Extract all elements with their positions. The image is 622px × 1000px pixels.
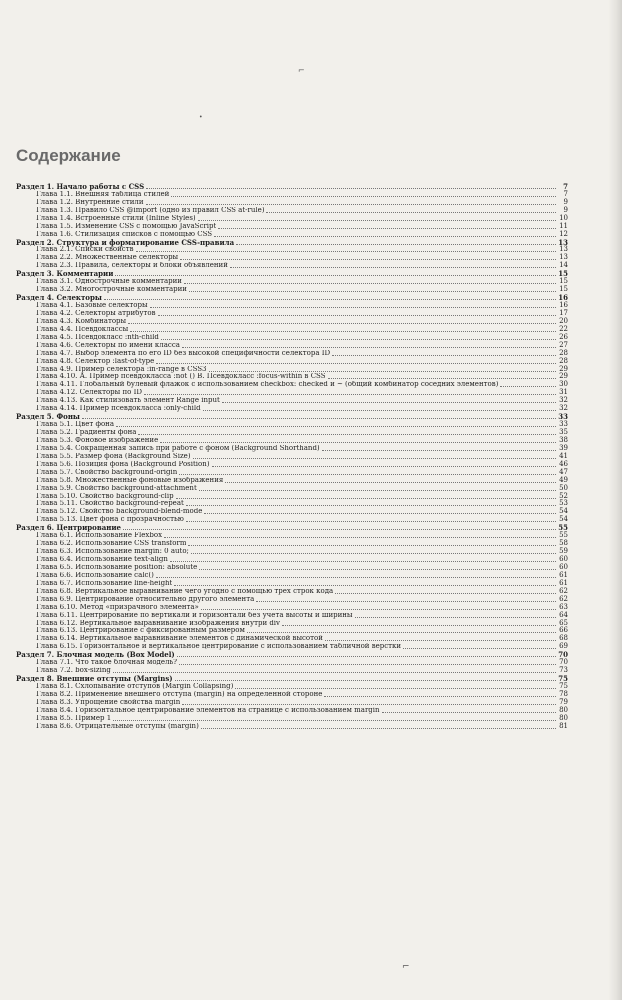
toc-chapter-row [16, 318, 568, 326]
toc-entry-label: Глава 4.6. Селекторы по имени класса [36, 341, 180, 349]
toc-entry-label: Глава 5.4. Сокращенная запись при работе с фоном (Background Shorthand) [36, 444, 320, 452]
toc-entry-label: Глава 6.9. Центрирование относительно другого элемента [36, 595, 255, 603]
toc-entry-label: Глава 6.11. Центрирование по вертикали и горизонтали без учета высоты и ширины [36, 611, 353, 619]
toc-chapter-row [16, 215, 568, 223]
dot-leader [203, 410, 556, 411]
dot-leader [180, 259, 556, 260]
toc-entry-label: Глава 2.1. Списки свойств [36, 246, 134, 254]
toc-chapter-row [16, 501, 568, 509]
dot-leader [193, 458, 557, 459]
dot-leader [177, 656, 556, 657]
toc-chapter-row [16, 374, 568, 382]
toc-chapter-row [16, 493, 568, 501]
toc-entry-label: Глава 4.12. Селекторы по ID [36, 389, 142, 397]
toc-entry-label: Глава 4.5. Псевдокласс :nth-child [36, 333, 159, 341]
dot-leader [191, 553, 556, 554]
dot-leader [175, 680, 556, 681]
dot-leader [146, 204, 556, 205]
dot-leader [214, 236, 556, 237]
toc-entry-label: Глава 5.7. Свойство background-origin [36, 468, 178, 476]
toc-chapter-row [16, 223, 568, 231]
toc-section-row [16, 183, 568, 191]
toc-page-number: 62 [559, 594, 568, 603]
toc-entry-label: Глава 8.5. Пример 1 [36, 714, 112, 722]
dot-leader [355, 617, 557, 618]
toc-page-number: 39 [559, 443, 568, 452]
dot-leader [82, 418, 556, 419]
dot-leader [235, 688, 556, 689]
toc-entry-label: Глава 1.5. Изменение CSS с помощью JavaScript [36, 222, 217, 230]
toc-page-number: 69 [559, 642, 568, 651]
toc-page-number: 29 [559, 364, 568, 373]
toc-chapter-row [16, 635, 568, 643]
toc-chapter-row [16, 366, 568, 374]
dot-leader [161, 339, 556, 340]
toc-entry-label: Глава 2.3. Правила, селекторы и блоки объявлений [36, 262, 228, 270]
dot-leader [179, 664, 556, 665]
toc-page-number: 29 [559, 372, 568, 381]
toc-page-number: 66 [559, 626, 568, 635]
dot-leader [335, 593, 556, 594]
toc-page-number: 78 [559, 689, 568, 698]
dot-leader [176, 498, 556, 499]
toc-section-row [16, 675, 568, 683]
page-title: Содержание [16, 146, 121, 165]
dot-leader [146, 188, 556, 189]
toc-page-number: 16 [559, 301, 568, 310]
toc-entry-label: Глава 4.11. Глобальный булевый флажок с использованием checkbox: checked и ~ (общий комбинатор соседних элементов) [36, 381, 499, 389]
toc-page-number: 28 [559, 356, 568, 365]
toc-entry-label: Глава 5.6. Позиция фона (Background Position) [36, 460, 210, 468]
dot-leader [222, 402, 556, 403]
toc-entry-label: Глава 4.2. Селекторы атрибутов [36, 309, 156, 317]
dot-leader [204, 513, 556, 514]
toc-entry-label: Глава 6.8. Вертикальное выравнивание чего угодно с помощью трех строк кода [36, 587, 334, 595]
dot-leader [199, 569, 556, 570]
dot-leader [158, 315, 556, 316]
toc-entry-label: Глава 6.1. Использование Flexbox [36, 532, 163, 540]
dot-leader [174, 585, 556, 586]
toc-chapter-row [16, 302, 568, 310]
toc-page-number: 70 [559, 658, 568, 667]
toc-page-number: 54 [559, 507, 568, 516]
toc-entry-label: Глава 6.12. Вертикальное выравнивание изображения внутри div [36, 619, 281, 627]
toc-page-number: 14 [559, 261, 568, 270]
toc-entry-label: Глава 3.2. Многострочные комментарии [36, 286, 187, 294]
toc-entry-label: Глава 5.2. Градиенты фона [36, 429, 137, 437]
toc-entry-label: Глава 6.2. Использование CSS transform [36, 540, 187, 548]
toc-page-number: 38 [559, 435, 568, 444]
dot-leader [170, 561, 556, 562]
dot-leader [500, 386, 556, 387]
toc-chapter-row [16, 429, 568, 437]
dot-leader [225, 482, 556, 483]
toc-entry-label: Раздел 4. Селекторы [16, 294, 102, 303]
toc-entry-label: Глава 6.14. Вертикальное выравнивание элементов с динамической высотой [36, 635, 323, 643]
dot-leader [324, 696, 556, 697]
toc-chapter-row [16, 612, 568, 620]
dot-leader [123, 529, 556, 530]
dot-leader [266, 212, 556, 213]
dot-leader [113, 720, 556, 721]
toc-entry-label: Глава 7.2. box-sizing [36, 667, 111, 675]
dot-leader [115, 275, 556, 276]
toc-page-number: 52 [559, 491, 568, 500]
toc-page-number: 65 [559, 618, 568, 627]
toc-entry-label: Глава 1.1. Внешняя таблица стилей [36, 190, 170, 198]
toc-entry-label: Глава 8.6. Отрицательные отступы (margin) [36, 722, 199, 730]
toc-entry-label: Глава 5.8. Множественные фоновые изображения [36, 476, 224, 484]
dot-leader [218, 228, 556, 229]
toc-chapter-row [16, 707, 568, 715]
toc-chapter-row [16, 397, 568, 405]
toc-chapter-row [16, 461, 568, 469]
toc-section-row [16, 294, 568, 302]
toc-page-number: 30 [559, 380, 568, 389]
dot-leader [328, 378, 556, 379]
toc-entry-label: Глава 4.13. Как стилизовать элемент Range input [36, 397, 220, 405]
toc-page-number: 63 [559, 602, 568, 611]
toc-page-number: 32 [559, 396, 568, 405]
toc-entry-label: Глава 6.6. Использование calc() [36, 571, 154, 579]
dot-leader [116, 426, 556, 427]
toc-chapter-row [16, 659, 568, 667]
toc-entry-label: Глава 1.3. Правило CSS @import (одно из правил CSS at-rule) [36, 206, 265, 214]
dot-leader [156, 577, 556, 578]
toc-chapter-row [16, 453, 568, 461]
toc-chapter-row [16, 643, 568, 651]
dot-leader [144, 394, 556, 395]
dot-leader [247, 632, 556, 633]
toc-entry-label: Раздел 6. Центрирование [16, 524, 121, 533]
dot-leader [201, 609, 556, 610]
toc-page-number: 60 [559, 555, 568, 564]
dot-leader [403, 648, 556, 649]
toc-page-number: 17 [559, 308, 568, 317]
toc-chapter-row [16, 247, 568, 255]
toc-entry-label: Глава 8.2. Применение внешнего отступа (margin) на определенной стороне [36, 690, 323, 698]
dot-leader [182, 347, 556, 348]
toc-entry-label: Глава 4.9. Пример селектора :in-range в CSS3 [36, 365, 207, 373]
toc-entry-label: Глава 6.15. Горизонтальное и вертикальное центрирование с использованием табличной верстки [36, 643, 402, 651]
toc-entry-label: Глава 4.7. Выбор элемента по его ID без высокой специфичности селектора ID [36, 349, 331, 357]
dot-leader [138, 434, 556, 435]
toc-entry-label: Глава 1.6. Стилизация списков с помощью CSS [36, 230, 213, 238]
dot-leader [171, 196, 556, 197]
toc-page-number: 35 [559, 428, 568, 437]
toc-chapter-row [16, 421, 568, 429]
toc-chapter-row [16, 445, 568, 453]
toc-entry-label: Глава 4.1. Базовые селекторы [36, 302, 148, 310]
toc-chapter-row [16, 516, 568, 524]
dot-leader [199, 490, 556, 491]
toc-chapter-row [16, 667, 568, 675]
toc-page-number: 28 [559, 348, 568, 357]
toc-chapter-row [16, 723, 568, 731]
dot-leader [282, 625, 556, 626]
toc-entry-label: Раздел 3. Комментарии [16, 270, 114, 279]
dot-leader [236, 244, 556, 245]
toc-section-row [16, 524, 568, 532]
toc-chapter-row [16, 342, 568, 350]
toc-page-number: 60 [559, 562, 568, 571]
dot-leader [184, 283, 556, 284]
toc-page-number: 11 [559, 221, 568, 230]
toc-page-number: 15 [559, 277, 568, 286]
toc-page-number: 50 [559, 483, 568, 492]
toc-page-number: 59 [559, 547, 568, 556]
toc-page-number: 16 [558, 293, 568, 303]
toc-page-number: 7 [563, 181, 568, 191]
toc-chapter-row [16, 564, 568, 572]
toc-chapter-row [16, 628, 568, 636]
toc-chapter-row [16, 691, 568, 699]
toc-page-number: 13 [558, 237, 568, 247]
dot-leader [179, 474, 556, 475]
toc-page-number: 55 [558, 523, 568, 533]
toc-chapter-row [16, 310, 568, 318]
toc-entry-label: Раздел 8. Внешние отступы (Margins) [16, 675, 173, 684]
toc-entry-label: Раздел 7. Блочная модель (Box Model) [16, 651, 175, 660]
toc-page-number: 79 [559, 697, 568, 706]
toc-entry-label: Глава 5.12. Свойство background-blend-mode [36, 508, 203, 516]
toc-entry-label: Глава 7.1. Что такое блочная модель? [36, 659, 178, 667]
dot-leader [325, 640, 556, 641]
dot-leader [201, 728, 556, 729]
toc-page-number: 33 [558, 412, 568, 422]
toc-chapter-row [16, 286, 568, 294]
toc-entry-label: Глава 6.3. Использование margin: 0 auto; [36, 548, 189, 556]
toc-page-number: 46 [559, 459, 568, 468]
toc-entry-label: Глава 4.14. Пример псевдокласса :only-child [36, 405, 201, 413]
toc-page-number: 75 [558, 674, 568, 684]
toc-page-number: 32 [559, 404, 568, 413]
toc-chapter-row [16, 278, 568, 286]
toc-entry-label: Глава 8.4. Горизонтальное центрирование элементов на странице с использованием margin [36, 706, 380, 714]
toc-page-number: 7 [563, 189, 568, 198]
toc-entry-label: Раздел 2. Структура и форматирование CSS-правила [16, 238, 235, 247]
dot-leader [136, 251, 556, 252]
dot-leader [322, 450, 556, 451]
toc-page-number: 13 [559, 245, 568, 254]
toc-chapter-row [16, 405, 568, 413]
scan-mark-top: ⌐ [298, 66, 305, 75]
toc-chapter-row [16, 572, 568, 580]
dot-leader [113, 672, 556, 673]
toc-chapter-row [16, 556, 568, 564]
toc-page-number: 10 [559, 213, 568, 222]
toc-page-number: 75 [559, 682, 568, 691]
toc-entry-label: Глава 6.7. Использование line-height [36, 579, 173, 587]
toc-chapter-row [16, 350, 568, 358]
toc-page-number: 61 [559, 570, 568, 579]
dot-leader [130, 331, 556, 332]
toc-page-number: 55 [559, 531, 568, 540]
toc-entry-label: Глава 6.10. Метод «призрачного элемента» [36, 603, 199, 611]
toc-page-number: 62 [559, 586, 568, 595]
toc-page-number: 20 [559, 316, 568, 325]
toc-entry-label: Глава 5.11. Свойство background-repeat [36, 500, 184, 508]
toc-page-number: 61 [559, 578, 568, 587]
toc-entry-label: Глава 4.3. Комбинаторы [36, 317, 127, 325]
toc-chapter-row [16, 588, 568, 596]
toc-entry-label: Глава 6.4. Использование text-align [36, 556, 168, 564]
toc-entry-label: Глава 4.8. Селектор :last-of-type [36, 357, 155, 365]
toc-entry-label: Глава 5.5. Размер фона (Background Size) [36, 452, 191, 460]
toc-page-number: 64 [559, 610, 568, 619]
toc-page-number: 54 [559, 515, 568, 524]
toc-page-number: 68 [559, 634, 568, 643]
toc-chapter-row [16, 604, 568, 612]
toc-entry-label: Глава 1.4. Встроенные стили (Inline Styles) [36, 214, 196, 222]
toc-section-row [16, 239, 568, 247]
toc-chapter-row [16, 540, 568, 548]
dot-leader [104, 299, 556, 300]
toc-chapter-row [16, 358, 568, 366]
toc-entry-label: Глава 6.5. Использование position: absolute [36, 563, 198, 571]
toc-entry-label: Глава 3.1. Однострочные комментарии [36, 278, 182, 286]
toc-chapter-row [16, 437, 568, 445]
toc-page-number: 47 [559, 467, 568, 476]
toc-entry-label: Глава 5.10. Свойство background-clip [36, 492, 174, 500]
toc-entry-label: Глава 4.4. Псевдоклассы [36, 325, 129, 333]
toc-page-number: 41 [559, 451, 568, 460]
toc-chapter-row [16, 207, 568, 215]
dot-leader [186, 521, 556, 522]
dot-leader [182, 704, 556, 705]
toc-page-number: 9 [563, 197, 568, 206]
toc-entry-label: Раздел 5. Фоны [16, 413, 80, 422]
toc-page-number: 27 [559, 340, 568, 349]
page-edge-shadow [608, 0, 622, 1000]
toc-section-row [16, 413, 568, 421]
toc-chapter-row [16, 381, 568, 389]
toc-chapter-row [16, 191, 568, 199]
toc-section-row [16, 270, 568, 278]
toc-entry-label: Глава 8.3. Упрощение свойства margin [36, 698, 181, 706]
dot-leader [189, 291, 556, 292]
toc-page-number: 13 [559, 253, 568, 262]
toc-entry-label: Глава 4.10. А. Пример псевдокласса :not () В. Псевдокласс :focus-within в CSS [36, 373, 326, 381]
dot-leader [230, 267, 556, 268]
toc-chapter-row [16, 389, 568, 397]
toc-chapter-row [16, 620, 568, 628]
table-of-contents [16, 183, 568, 731]
scan-mark-dot: • [199, 114, 203, 121]
dot-leader [160, 442, 556, 443]
toc-entry-label: Глава 2.2. Множественные селекторы [36, 254, 179, 262]
toc-chapter-row [16, 508, 568, 516]
toc-chapter-row [16, 485, 568, 493]
dot-leader [156, 363, 556, 364]
toc-chapter-row [16, 477, 568, 485]
toc-page-number: 49 [559, 475, 568, 484]
toc-chapter-row [16, 199, 568, 207]
toc-entry-label: Глава 6.13. Центрирование с фиксированным размером [36, 627, 245, 635]
scan-mark-bottom: ⌐ [402, 962, 410, 972]
toc-entry-label: Глава 5.9. Свойство background-attachment [36, 484, 197, 492]
dot-leader [188, 545, 556, 546]
toc-chapter-row [16, 469, 568, 477]
toc-chapter-row [16, 580, 568, 588]
toc-entry-label: Глава 5.1. Цвет фона [36, 421, 114, 429]
toc-entry-label: Глава 5.13. Цвет фона с прозрачностью [36, 516, 184, 524]
toc-page-number: 53 [559, 499, 568, 508]
toc-chapter-row [16, 231, 568, 239]
dot-leader [332, 355, 556, 356]
toc-page-number: 80 [559, 713, 568, 722]
toc-page-number: 70 [558, 650, 568, 660]
dot-leader [198, 220, 556, 221]
toc-page-number: 26 [559, 332, 568, 341]
toc-chapter-row [16, 326, 568, 334]
toc-page-number: 58 [559, 539, 568, 548]
toc-page-number: 80 [559, 705, 568, 714]
toc-entry-label: Глава 5.3. Фоновое изображение [36, 436, 159, 444]
toc-entry-label: Глава 1.2. Внутренние стили [36, 198, 144, 206]
dot-leader [212, 466, 557, 467]
toc-chapter-row [16, 548, 568, 556]
toc-chapter-row [16, 699, 568, 707]
dot-leader [382, 712, 556, 713]
toc-page-number: 73 [559, 666, 568, 675]
dot-leader [128, 323, 556, 324]
toc-chapter-row [16, 334, 568, 342]
toc-page-number: 31 [559, 388, 568, 397]
toc-chapter-row [16, 532, 568, 540]
toc-chapter-row [16, 254, 568, 262]
dot-leader [186, 505, 556, 506]
toc-page-number: 15 [559, 285, 568, 294]
dot-leader [256, 601, 556, 602]
toc-page-number: 81 [559, 721, 568, 730]
toc-page-number: 22 [559, 324, 568, 333]
toc-chapter-row [16, 262, 568, 270]
dot-leader [209, 371, 556, 372]
toc-section-row [16, 651, 568, 659]
toc-chapter-row [16, 596, 568, 604]
toc-chapter-row [16, 715, 568, 723]
dot-leader [164, 537, 556, 538]
toc-entry-label: Глава 8.1. Схлопывание отступов (Margin Collapsing) [36, 683, 234, 691]
toc-page-number: 9 [563, 205, 568, 214]
toc-entry-label: Раздел 1. Начало работы с CSS [16, 182, 145, 191]
toc-page-number: 12 [559, 229, 568, 238]
toc-page-number: 15 [558, 269, 568, 279]
toc-chapter-row [16, 683, 568, 691]
toc-page-number: 33 [559, 420, 568, 429]
dot-leader [150, 307, 556, 308]
